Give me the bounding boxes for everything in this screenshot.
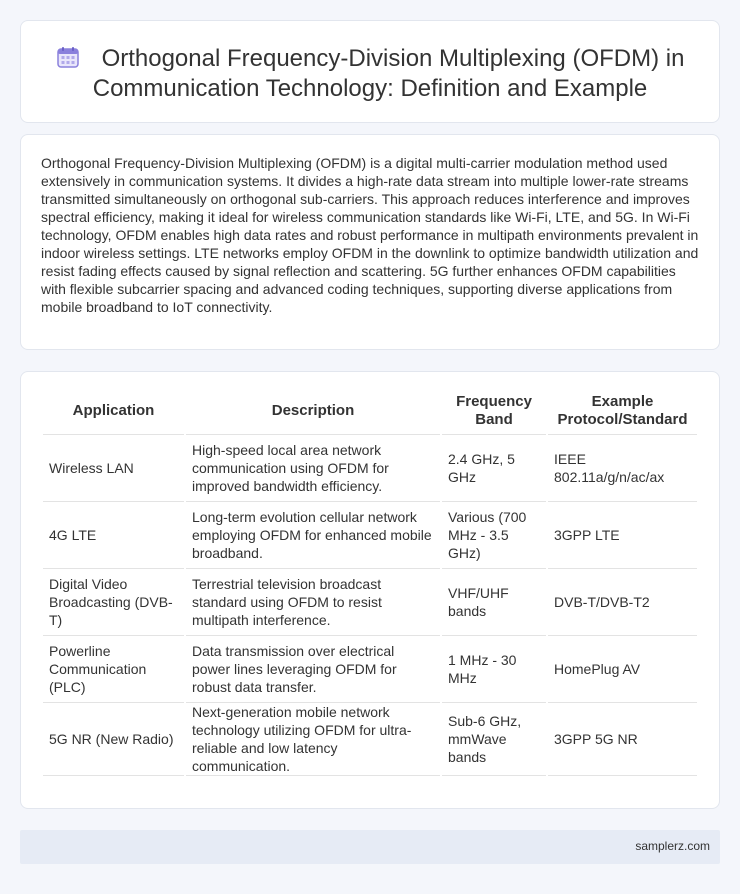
cell-application: Wireless LAN xyxy=(43,434,185,501)
cell-frequency-band: 1 MHz - 30 MHz xyxy=(441,635,547,702)
table-row xyxy=(43,702,697,775)
cell-example-protocol: HomePlug AV xyxy=(547,635,697,702)
description-text: Orthogonal Frequency-Division Multiplexing (OFDM) is a digital multi-carrier modulation method used extensively in communication systems. It divides a high-rate data stream into multiple lower-rate streams transmitted simultaneously on orthogonal sub-carriers. This approach reduces interference and improves spectral efficiency, making it ideal for wireless communication standards like Wi-Fi, LTE, and 5G. In Wi-Fi technology, OFDM enables high data rates and robust performance in multipath environments prevalent in indoor wireless settings. LTE networks employ OFDM in the downlink to optimize bandwidth utilization and resist fading effects caused by signal reflection and scattering. 5G further enhances OFDM capabilities with flexible subcarrier spacing and advanced coding techniques, supporting diverse applications from mobile broadband to IoT connectivity. xyxy=(41,155,699,315)
table-header-row xyxy=(43,388,697,434)
column-header-application: Application xyxy=(43,388,185,434)
footer-site-link[interactable]: samplerz.com xyxy=(635,839,710,853)
calendar-icon xyxy=(56,45,80,69)
title-card xyxy=(20,20,720,123)
table-row xyxy=(43,568,697,635)
cell-description: High-speed local area network communication using OFDM for improved bandwidth efficiency. xyxy=(185,434,441,501)
column-header-description: Description xyxy=(185,388,441,434)
column-header-frequency-band: Frequency Band xyxy=(441,388,547,434)
table-card xyxy=(20,371,720,809)
cell-frequency-band: 2.4 GHz, 5 GHz xyxy=(441,434,547,501)
footer-bar xyxy=(20,830,720,864)
cell-example-protocol: 3GPP LTE xyxy=(547,501,697,568)
table-row xyxy=(43,434,697,501)
cell-example-protocol: 3GPP 5G NR xyxy=(547,702,697,775)
cell-frequency-band: VHF/UHF bands xyxy=(441,568,547,635)
cell-frequency-band: Sub-6 GHz, mmWave bands xyxy=(441,702,547,775)
description-card xyxy=(20,134,720,350)
page-title-wrap xyxy=(51,44,689,104)
cell-application: 4G LTE xyxy=(43,501,185,568)
page-title: Orthogonal Frequency-Division Multiplexing (OFDM) in Communication Technology: Definition and Example xyxy=(92,45,685,102)
cell-application: Digital Video Broadcasting (DVB-T) xyxy=(43,568,185,635)
table-row xyxy=(43,635,697,702)
cell-frequency-band: Various (700 MHz - 3.5 GHz) xyxy=(441,501,547,568)
cell-example-protocol: IEEE 802.11a/g/n/ac/ax xyxy=(547,434,697,501)
cell-application: Powerline Communication (PLC) xyxy=(43,635,185,702)
cell-example-protocol: DVB-T/DVB-T2 xyxy=(547,568,697,635)
cell-application: 5G NR (New Radio) xyxy=(43,702,185,775)
cell-description: Long-term evolution cellular network employing OFDM for enhanced mobile broadband. xyxy=(185,501,441,568)
column-header-example-protocol: Example Protocol/Standard xyxy=(547,388,697,434)
table-row xyxy=(43,501,697,568)
cell-description: Next-generation mobile network technology utilizing OFDM for ultra-reliable and low latency communication. xyxy=(185,702,441,775)
cell-description: Terrestrial television broadcast standard using OFDM to resist multipath interference. xyxy=(185,568,441,635)
cell-description: Data transmission over electrical power lines leveraging OFDM for robust data transfer. xyxy=(185,635,441,702)
applications-table xyxy=(43,388,697,776)
